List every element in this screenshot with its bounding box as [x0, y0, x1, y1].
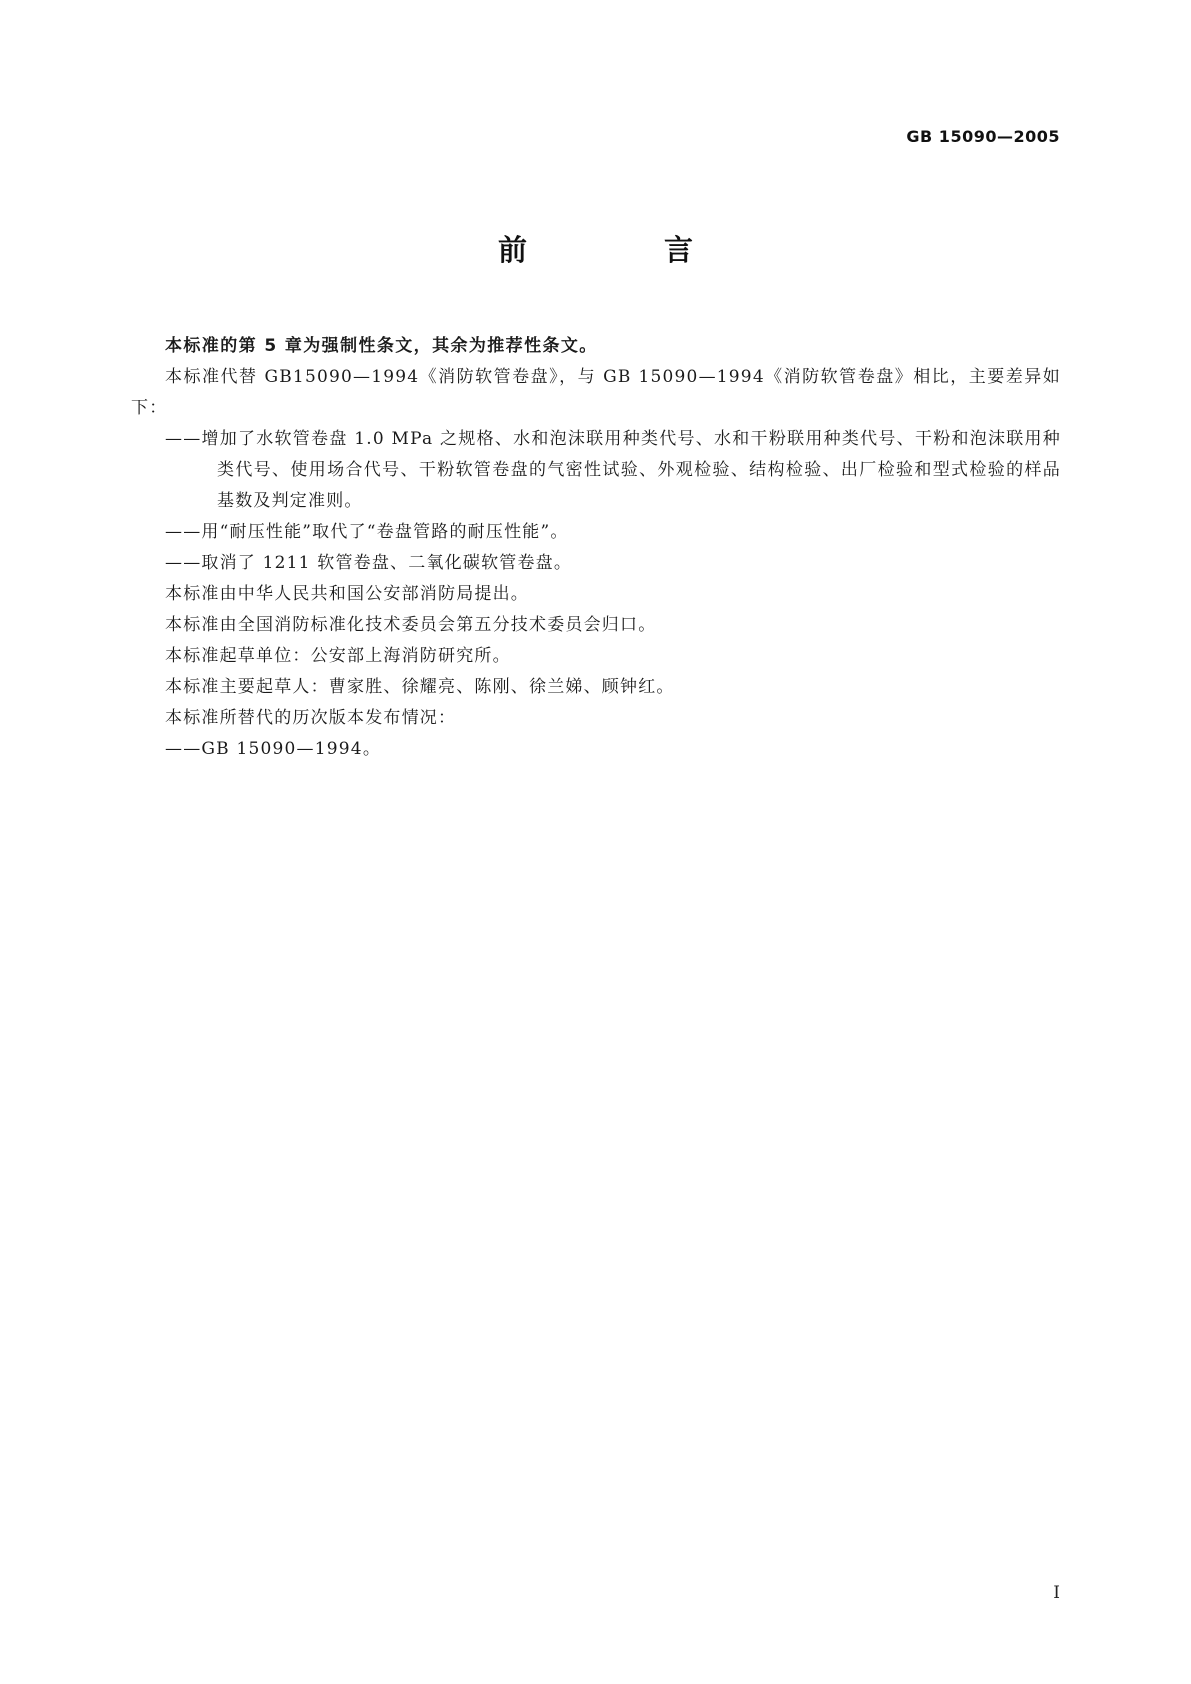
centralized-by-statement: 本标准由全国消防标准化技术委员会第五分技术委员会归口。 [165, 615, 657, 635]
page-number: I [1053, 1583, 1060, 1603]
drafting-unit-statement: 本标准起草单位：公安部上海消防研究所。 [165, 646, 511, 666]
difference-item: ——取消了 1211 软管卷盘、二氧化碳软管卷盘。 [165, 553, 573, 573]
foreword-body [131, 331, 1061, 765]
standard-number: GB 15090—2005 [906, 127, 1060, 146]
previous-editions-statement: 本标准所替代的历次版本发布情况： [165, 708, 457, 728]
previous-edition-item: ——GB 15090—1994。 [165, 739, 382, 759]
difference-item: ——增加了水软管卷盘 1.0 MPa 之规格、水和泡沫联用种类代号、水和干粉联用种类代号、干粉和泡沫联用种类代号、使用场合代号、干粉软管卷盘的气密性试验、外观检验、结构检验、出厂检验和型式检验的样品基数及判定准则。 [165, 429, 1061, 511]
replacement-statement: 本标准代替 GB15090—1994《消防软管卷盘》，与 GB 15090—1994《消防软管卷盘》相比，主要差异如下： [131, 367, 1061, 418]
difference-item: ——用“耐压性能”取代了“卷盘管路的耐压性能”。 [165, 522, 569, 542]
proposer-statement: 本标准由中华人民共和国公安部消防局提出。 [165, 584, 529, 604]
mandatory-clause-statement: 本标准的第 5 章为强制性条文，其余为推荐性条文。 [165, 336, 598, 356]
page-title: 前 言 [497, 233, 747, 267]
drafters-statement: 本标准主要起草人：曹家胜、徐耀亮、陈刚、徐兰娣、顾钟红。 [165, 677, 675, 697]
